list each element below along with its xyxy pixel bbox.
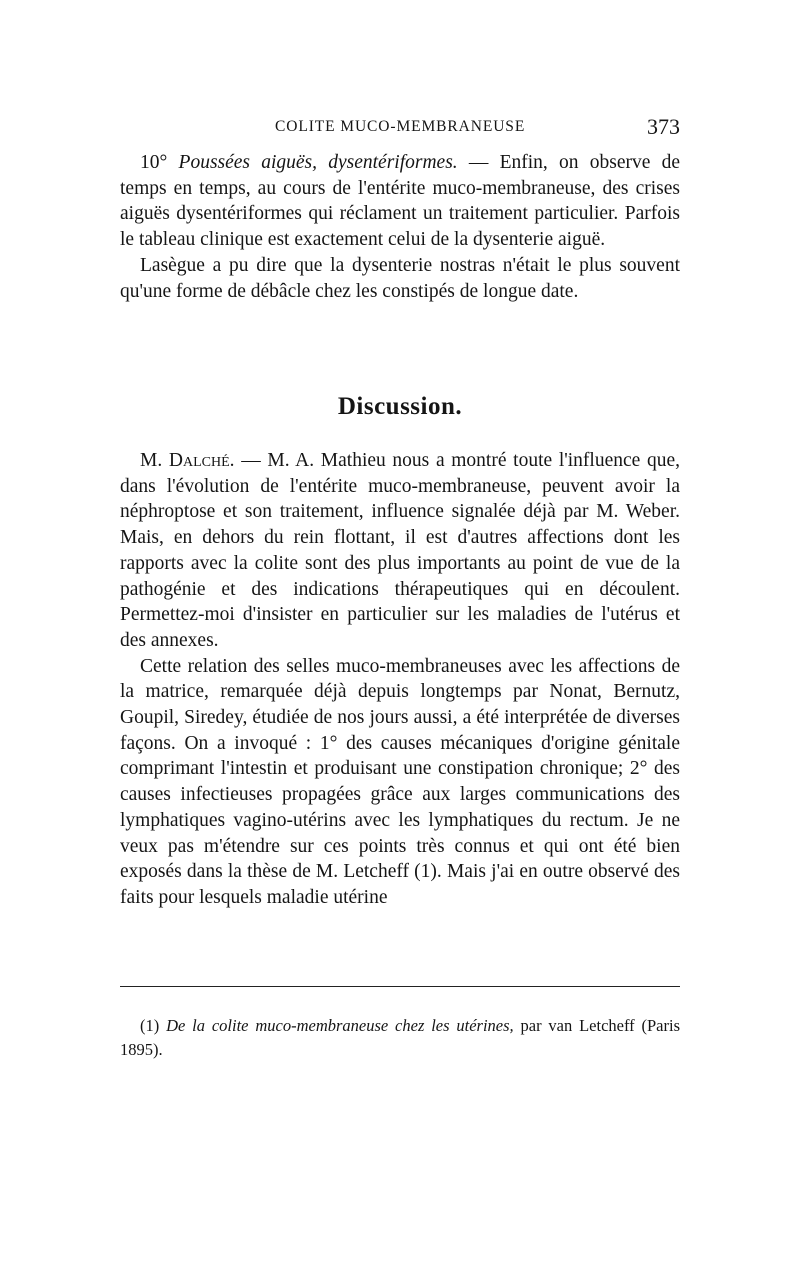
footnote-text: par van Letcheff (Paris 1895). (120, 1016, 680, 1059)
paragraph: Lasègue a pu dire que la dysenterie nostras n'était le plus souvent qu'une forme de débâcle chez les constipés de longue date. (120, 254, 680, 302)
running-head: COLITE MUCO-MEMBRANEUSE (275, 118, 526, 135)
footnote-title: De la colite muco-membraneuse chez les utérines, (166, 1016, 514, 1035)
footnote (120, 1014, 680, 1062)
footnote-marker: (1) (140, 1016, 160, 1035)
paragraph: Cette relation des selles muco-membraneuses avec les affections de la matrice, remarquée déjà depuis longtemps par Nonat, Bernutz, Goupil, Siredey, étudiée de nos jours aussi, a été interprétée de diverses façons. On a invoqué : 1° des causes mécaniques d'origine génitale comprimant l'intestin et produisant une constipation chronique; 2° des causes infectieuses propagées grâce aux larges communications des lymphatiques vagino-utérins avec les lymphatiques du rectum. Je ne veux pas m'étendre sur ces points très connus et qui ont été bien exposés dans la thèse de M. Letcheff (1). Mais j'ai en outre observé des faits pour lesquels maladie utérine (120, 655, 680, 908)
item-number: 10° (140, 152, 168, 173)
discussion-section (120, 448, 680, 911)
speaker-name: M. Dalché. (140, 450, 235, 471)
item-title: Poussées aiguës, dysentériformes. (178, 152, 458, 173)
footnote-divider (120, 986, 680, 987)
section-1 (120, 150, 680, 304)
paragraph-text: — Enfin, on observe de temps en temps, au cours de l'entérite muco-membraneuse, des crises aiguës dysentériformes qui réclament un traitement particulier. Parfois le tableau clinique est exactement celui de la dysenterie aiguë. (120, 152, 680, 251)
page-number: 373 (647, 114, 680, 139)
section-heading: Discussion. (337, 393, 463, 420)
paragraph (120, 150, 680, 253)
paragraph (120, 448, 680, 654)
page-header (120, 114, 680, 142)
paragraph-text: — M. A. Mathieu nous a montré toute l'influence que, dans l'évolution de l'entérite muco-membraneuse, peuvent avoir la néphroptose et son traitement, influence signalée déjà par M. Weber. Mais, en dehors du rein flottant, il est d'autres affections dont les rapports avec la colite sont des plus importants au point de vue de la pathogénie et des indications thérapeutiques qui en découlent. Permettez-moi d'insister en particulier sur les maladies de l'utérus et des annexes. (120, 450, 680, 651)
